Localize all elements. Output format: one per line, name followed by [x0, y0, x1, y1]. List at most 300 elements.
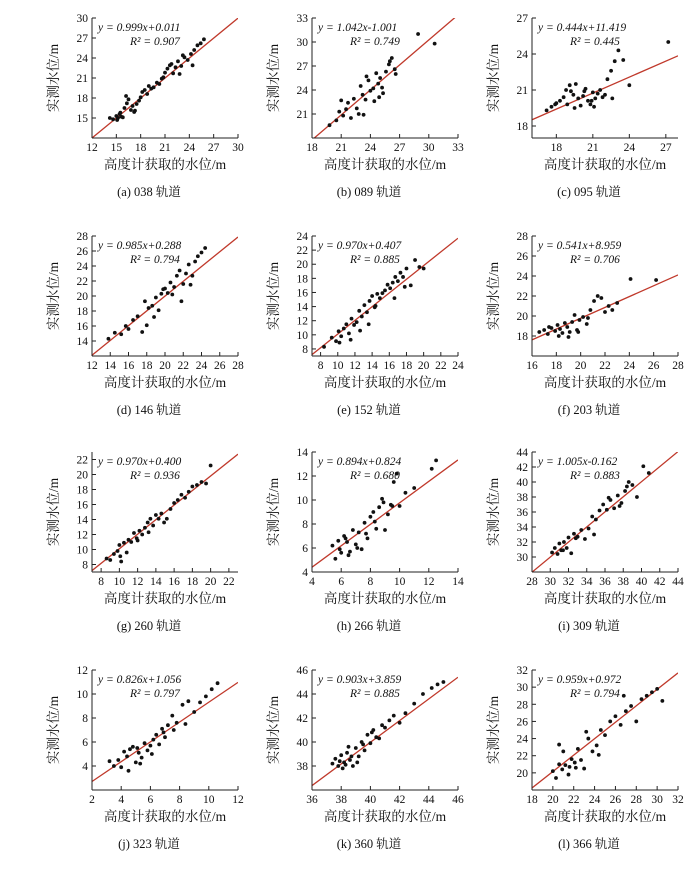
r-squared-label: R² = 0.936 [130, 470, 180, 482]
x-tick-label: 8 [176, 794, 183, 806]
data-point [138, 529, 142, 533]
data-point [361, 93, 365, 97]
y-tick-label: 30 [516, 682, 528, 695]
data-point [347, 745, 351, 749]
y-axis-label: 实测水位/m [486, 477, 501, 547]
data-point [579, 104, 583, 108]
x-tick-label: 27 [393, 142, 406, 154]
data-point [362, 303, 366, 307]
data-point [145, 323, 149, 327]
data-point [401, 275, 405, 279]
data-point [374, 304, 378, 308]
data-point [151, 524, 155, 528]
data-point [127, 327, 131, 331]
data-point [409, 284, 413, 288]
x-tick-label: 18 [186, 576, 199, 588]
x-tick-label: 14 [452, 576, 464, 588]
data-point [364, 532, 368, 536]
data-point [553, 329, 557, 333]
data-point [216, 681, 220, 685]
data-point [655, 687, 659, 691]
data-point [545, 109, 549, 113]
data-point [125, 755, 129, 759]
y-tick-label: 20 [516, 311, 528, 323]
data-point [190, 274, 194, 278]
data-point [107, 337, 111, 341]
y-tick-label: 24 [296, 85, 308, 97]
data-point [200, 480, 204, 484]
data-point [129, 108, 133, 112]
data-point [635, 495, 639, 499]
data-point [131, 745, 135, 749]
data-point [562, 540, 566, 544]
data-point [603, 733, 607, 737]
y-tick-label: 10 [296, 495, 308, 507]
data-point [172, 728, 176, 732]
x-tick-label: 10 [113, 576, 126, 588]
y-tick-label: 24 [76, 53, 88, 65]
data-point [614, 714, 618, 718]
data-point [382, 501, 386, 505]
x-tick-label: 16 [526, 360, 538, 372]
y-tick-label: 22 [76, 276, 88, 288]
data-point [157, 82, 161, 86]
data-point [137, 751, 141, 755]
x-tick-label: 24 [452, 360, 464, 372]
data-point [404, 491, 408, 495]
y-tick-label: 18 [76, 306, 88, 318]
x-tick-label: 34 [581, 576, 593, 588]
x-tick-label: 32 [562, 576, 575, 588]
x-tick-label: 20 [204, 576, 217, 588]
data-point [339, 551, 343, 555]
data-point [196, 43, 200, 47]
x-tick-label: 22 [177, 360, 189, 372]
x-axis-label: 高度计获取的水位/m [323, 809, 447, 824]
y-tick-label: 12 [76, 665, 88, 677]
data-point [386, 513, 390, 517]
x-tick-label: 20 [417, 360, 430, 372]
y-tick-label: 28 [516, 231, 528, 243]
x-tick-label: 30 [651, 794, 663, 806]
y-tick-label: 24 [296, 231, 308, 243]
x-tick-label: 22 [599, 360, 611, 372]
data-point [346, 101, 350, 105]
regression-equation: y = 0.959x+0.972 [538, 674, 622, 686]
y-axis-label: 实测水位/m [46, 261, 61, 331]
y-tick-label: 28 [516, 699, 528, 712]
data-point [190, 485, 194, 489]
data-point [650, 690, 654, 694]
data-point [393, 67, 397, 71]
data-point [370, 294, 374, 298]
y-tick-label: 8 [302, 343, 308, 356]
data-point [129, 540, 133, 544]
data-point [583, 537, 587, 541]
data-point [352, 97, 356, 101]
data-point [112, 552, 116, 556]
data-point [570, 757, 574, 761]
data-point [187, 263, 191, 267]
y-tick-label: 33 [296, 13, 308, 25]
data-point [377, 737, 381, 741]
r-squared-label: R² = 0.794 [570, 688, 620, 700]
data-point [341, 767, 345, 771]
data-point [186, 58, 190, 62]
y-tick-label: 4 [82, 761, 88, 773]
y-tick-label: 21 [516, 85, 528, 97]
regression-equation: y = 0.444x+11.419 [538, 22, 627, 34]
y-tick-label: 20 [296, 259, 308, 272]
y-tick-label: 24 [516, 733, 528, 746]
data-point [568, 83, 572, 87]
data-point [169, 507, 173, 511]
x-tick-label: 24 [623, 360, 636, 372]
data-point [365, 310, 369, 314]
data-point [199, 41, 203, 45]
data-point [568, 330, 572, 334]
y-tick-label: 22 [516, 750, 528, 763]
data-point [195, 483, 199, 487]
y-tick-label: 40 [296, 737, 308, 749]
data-point [546, 332, 550, 336]
data-point [198, 701, 202, 705]
x-tick-label: 21 [587, 142, 599, 154]
data-point [381, 91, 385, 95]
data-point [169, 281, 173, 285]
x-tick-label: 6 [338, 576, 345, 588]
data-point [556, 323, 560, 327]
x-tick-label: 28 [526, 576, 538, 588]
y-tick-label: 26 [76, 246, 88, 258]
data-point [344, 763, 348, 767]
data-point [210, 687, 214, 691]
data-point [354, 746, 358, 750]
data-point [124, 324, 128, 328]
data-point [654, 278, 658, 282]
x-tick-label: 12 [131, 576, 144, 588]
data-point [378, 296, 382, 300]
data-point [610, 97, 614, 101]
data-point [369, 515, 373, 519]
data-point [140, 533, 144, 537]
data-point [151, 738, 155, 742]
y-tick-label: 38 [296, 761, 308, 773]
data-point [339, 753, 343, 757]
data-point [550, 105, 554, 109]
data-point [624, 709, 628, 713]
data-point [163, 71, 167, 75]
y-tick-label: 34 [516, 522, 528, 534]
data-point [625, 485, 629, 489]
data-point [558, 327, 562, 331]
x-tick-label: 33 [452, 142, 464, 154]
data-point [350, 317, 354, 321]
data-point [557, 762, 561, 766]
x-tick-label: 40 [364, 794, 377, 806]
data-point [105, 557, 109, 561]
x-tick-label: 42 [393, 794, 406, 806]
data-point [160, 727, 164, 731]
data-point [380, 86, 384, 90]
data-point [334, 339, 338, 343]
data-point [554, 776, 558, 780]
r-squared-label: R² = 0.794 [130, 254, 180, 266]
x-tick-label: 27 [660, 142, 672, 154]
data-point [372, 99, 376, 103]
x-tick-label: 28 [672, 360, 684, 372]
data-point [150, 304, 154, 308]
x-tick-label: 21 [335, 142, 347, 154]
data-point [189, 52, 193, 56]
data-point [605, 508, 609, 512]
data-point [191, 63, 195, 67]
data-point [573, 761, 577, 765]
data-point [166, 67, 170, 71]
panel-caption: (f) 203 轨道 [557, 403, 621, 417]
data-point [542, 328, 546, 332]
data-point [127, 97, 131, 101]
data-point [123, 106, 127, 110]
data-point [358, 329, 362, 333]
r-squared-label: R² = 0.797 [130, 688, 180, 700]
data-point [351, 528, 355, 532]
data-point [647, 471, 651, 475]
y-tick-label: 14 [296, 447, 308, 459]
data-point [393, 275, 397, 279]
data-point [174, 65, 178, 69]
data-point [159, 512, 163, 516]
regression-equation: y = 0.970x+0.407 [318, 240, 402, 252]
x-tick-label: 42 [654, 576, 666, 588]
y-tick-label: 6 [82, 737, 88, 749]
y-tick-label: 20 [76, 291, 88, 303]
x-tick-label: 28 [232, 360, 244, 372]
data-point [582, 89, 586, 93]
data-point [363, 521, 367, 525]
data-point [115, 118, 119, 122]
data-point [344, 537, 348, 541]
y-tick-label: 27 [76, 33, 88, 45]
data-point [122, 541, 126, 545]
x-tick-label: 22 [567, 794, 580, 806]
data-point [590, 99, 594, 103]
data-point [375, 292, 379, 296]
data-point [159, 292, 163, 296]
data-point [143, 741, 147, 745]
data-point [612, 506, 616, 510]
x-tick-label: 18 [134, 142, 147, 154]
data-point [140, 756, 144, 760]
data-point [196, 254, 200, 258]
x-tick-label: 40 [635, 576, 648, 588]
y-axis-label: 实测水位/m [266, 477, 281, 547]
y-tick-label: 30 [296, 37, 308, 49]
x-tick-label: 22 [435, 360, 447, 372]
data-point [567, 335, 571, 339]
y-tick-label: 12 [76, 529, 88, 542]
data-point [558, 99, 562, 103]
panel-caption: (g) 260 轨道 [116, 619, 182, 633]
data-point [163, 735, 167, 739]
data-point [376, 82, 380, 86]
data-point [634, 720, 638, 724]
data-point [561, 750, 565, 754]
data-point [349, 338, 353, 342]
data-point [128, 747, 132, 751]
data-point [347, 553, 351, 557]
x-tick-label: 18 [550, 360, 563, 372]
panel-caption: (c) 095 轨道 [557, 185, 621, 199]
x-axis-label: 高度计获取的水位/m [103, 809, 227, 824]
y-axis-label: 实测水位/m [266, 43, 281, 113]
data-point [183, 496, 187, 500]
data-point [122, 750, 126, 754]
data-point [363, 749, 367, 753]
y-tick-label: 22 [296, 245, 308, 258]
x-tick-label: 12 [86, 142, 98, 154]
data-point [344, 107, 348, 111]
data-point [383, 528, 387, 532]
data-point [322, 345, 326, 349]
y-tick-label: 22 [76, 454, 88, 467]
data-point [607, 496, 611, 500]
y-tick-label: 18 [76, 93, 88, 105]
data-point [135, 746, 139, 750]
data-point [131, 318, 135, 322]
data-point [641, 464, 645, 468]
y-tick-label: 22 [516, 291, 528, 303]
y-tick-label: 27 [296, 61, 308, 73]
data-point [601, 503, 605, 507]
data-point [640, 697, 644, 701]
data-point [380, 723, 384, 727]
x-tick-label: 32 [672, 794, 684, 806]
data-point [383, 288, 387, 292]
data-point [412, 702, 416, 706]
x-tick-label: 27 [207, 142, 220, 154]
regression-equation: y = 0.826x+1.056 [98, 674, 182, 686]
data-point [619, 723, 623, 727]
data-point [181, 703, 185, 707]
data-point [345, 540, 349, 544]
data-point [537, 330, 541, 334]
data-point [569, 89, 573, 93]
data-point [374, 71, 378, 75]
data-point [384, 70, 388, 74]
data-point [627, 480, 631, 484]
data-point [203, 246, 207, 250]
data-point [170, 714, 174, 718]
data-point [630, 483, 634, 487]
x-tick-label: 8 [98, 576, 104, 588]
x-tick-label: 18 [141, 360, 153, 372]
data-point [433, 42, 437, 46]
y-tick-label: 21 [296, 109, 308, 121]
data-point [629, 704, 633, 708]
data-point [333, 557, 337, 561]
data-point [189, 283, 193, 287]
y-tick-label: 18 [516, 331, 528, 343]
x-tick-label: 14 [150, 576, 162, 588]
r-squared-label: R² = 0.445 [570, 36, 620, 48]
data-point [339, 334, 343, 338]
y-axis-label: 实测水位/m [266, 695, 281, 765]
y-tick-label: 18 [516, 121, 528, 133]
x-tick-label: 15 [110, 142, 123, 154]
data-point [386, 283, 390, 287]
data-point [368, 299, 372, 303]
data-point [187, 490, 191, 494]
y-tick-label: 24 [516, 271, 528, 283]
data-point [666, 40, 670, 44]
y-tick-label: 28 [76, 231, 88, 243]
y-tick-label: 26 [516, 251, 528, 263]
y-tick-label: 16 [76, 499, 88, 512]
x-axis-label: 高度计获取的水位/m [543, 591, 667, 606]
data-point [357, 531, 361, 535]
data-point [567, 773, 571, 777]
data-point [393, 296, 397, 300]
data-point [145, 92, 149, 96]
r-squared-label: R² = 0.907 [130, 36, 180, 48]
data-point [355, 107, 359, 111]
x-tick-label: 30 [232, 142, 244, 154]
data-point [607, 304, 611, 308]
x-tick-label: 22 [223, 576, 235, 588]
data-point [590, 515, 594, 519]
data-point [348, 758, 352, 762]
data-point [204, 695, 208, 699]
y-tick-label: 18 [76, 484, 88, 497]
data-point [388, 286, 392, 290]
data-point [383, 726, 387, 730]
x-tick-label: 18 [400, 360, 413, 372]
data-point [369, 89, 373, 93]
y-tick-label: 27 [516, 13, 528, 25]
data-point [184, 722, 188, 726]
data-point [355, 546, 359, 550]
r-squared-label: R² = 0.680 [350, 470, 400, 482]
data-point [551, 769, 555, 773]
data-point [591, 91, 595, 95]
y-axis-label: 实测水位/m [46, 695, 61, 765]
data-point [557, 743, 561, 747]
x-tick-label: 30 [544, 576, 556, 588]
data-point [576, 747, 580, 751]
data-point [629, 277, 633, 281]
data-point [390, 56, 394, 60]
data-point [136, 539, 140, 543]
data-point [344, 322, 348, 326]
x-axis-label: 高度计获取的水位/m [323, 591, 447, 606]
r-squared-label: R² = 0.885 [350, 254, 400, 266]
x-tick-label: 26 [647, 360, 660, 372]
x-tick-label: 24 [364, 142, 377, 154]
data-point [121, 115, 125, 119]
x-axis-label: 高度计获取的水位/m [543, 157, 667, 172]
data-point [596, 294, 600, 298]
x-tick-label: 20 [547, 794, 559, 806]
data-point [154, 513, 158, 517]
data-point [399, 271, 403, 275]
x-axis-label: 高度计获取的水位/m [543, 809, 667, 824]
data-point [366, 537, 370, 541]
data-point [154, 733, 158, 737]
data-point [149, 744, 153, 748]
data-point [117, 543, 121, 547]
data-point [331, 762, 335, 766]
